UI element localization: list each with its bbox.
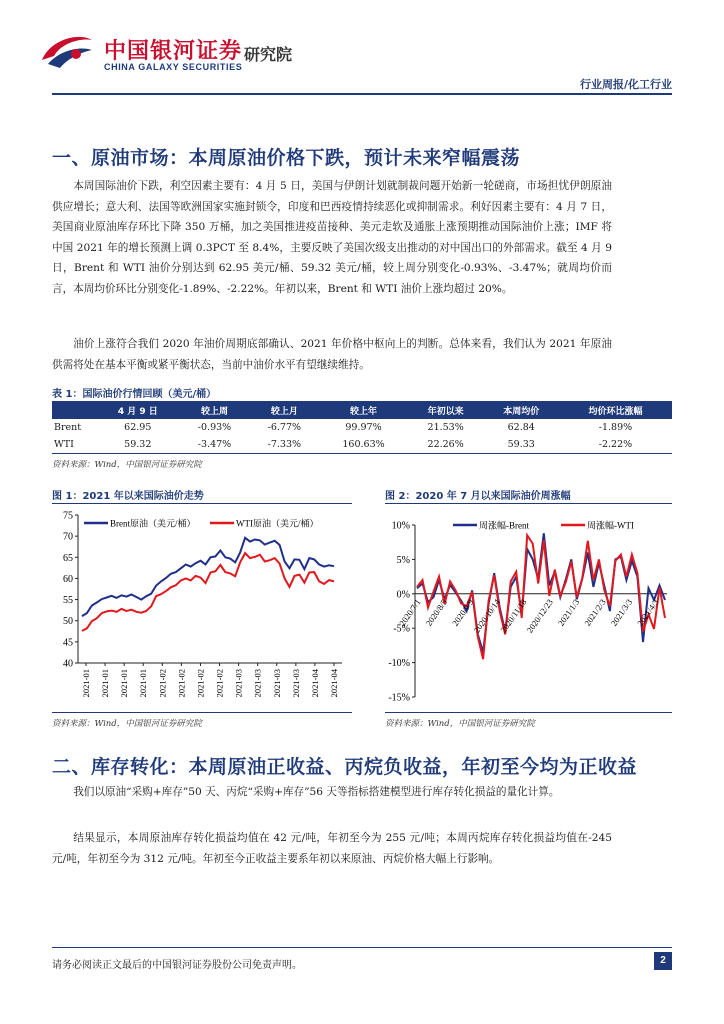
y-tick-label: -5% [393, 623, 410, 635]
table1-source: 资料来源：Wind，中国银河证券研究院 [52, 460, 202, 470]
x-tick-label: 2020/12/23 [524, 597, 555, 635]
x-tick-label: 2021/3/3 [608, 597, 635, 628]
x-tick-label: 2021-03 [233, 669, 244, 698]
table-header-cell: 均价环比涨幅 [559, 401, 672, 419]
x-tick-label: 2021-04 [309, 669, 320, 698]
figure1-bottom-rule [52, 712, 352, 713]
table-cell: -7.33% [249, 436, 319, 454]
x-tick-label: 2021-03 [271, 669, 282, 698]
table-cell: 160.63% [319, 436, 407, 454]
table-cell: -2.22% [559, 436, 672, 454]
brent-wti-price-chart [52, 505, 352, 710]
table-cell: 99.97% [345, 422, 382, 433]
table-row [52, 419, 672, 436]
table-header-cell: 较上月 [249, 401, 319, 419]
table-cell: -1.89% [598, 422, 633, 433]
table-header-cell [52, 401, 96, 419]
table-cell: 21.53% [427, 422, 464, 433]
figure1-top-rule [52, 503, 352, 504]
table-cell: 59.33 [484, 436, 559, 454]
y-tick-label: 65 [63, 552, 73, 564]
table-cell: -6.77% [267, 422, 302, 433]
page-number: 2 [654, 952, 672, 970]
header-divider [52, 93, 672, 95]
x-tick-label: 2021-01 [81, 669, 91, 698]
y-tick-label: 50 [63, 616, 73, 628]
legend-label: WTI原油（美元/桶） [236, 518, 319, 529]
table-header-cell: 较上年 [319, 401, 407, 419]
x-tick-label: 2021/4/3 [635, 597, 661, 628]
section2-paragraph-2: 结果显示，本周原油库存转化损益均值在 42 元/吨，年初至今为 255 元/吨；本周丙烷库存转化损益均值在-245 元/吨，年初至今为 312 元/吨。年初至今正收益主要系年初以来原油、丙烷价格大幅上行影响。 [52, 832, 612, 865]
x-tick-label: 2021-01 [119, 669, 130, 698]
legend-label: Brent原油（美元/桶） [110, 518, 196, 529]
series-line-brent [417, 533, 665, 652]
x-tick-label: 2021-02 [176, 669, 187, 698]
y-tick-label: 45 [63, 637, 73, 649]
x-tick-label: 2021-03 [290, 669, 301, 698]
y-tick-label: 60 [63, 573, 73, 585]
x-tick-label: 2020/8/5 [423, 597, 450, 628]
logo-text-en: CHINA GALAXY SECURITIES [104, 62, 243, 72]
figure1-source: 资料来源：Wind，中国银河证券研究院 [52, 719, 202, 729]
logo-text-cn: 中国银河证券 [104, 39, 243, 64]
institute-label: 研究院 [244, 45, 293, 64]
table-header-cell: 4 月 9 日 [96, 401, 180, 419]
figure2-source: 资料来源：Wind，中国银河证券研究院 [385, 719, 535, 729]
footer-disclaimer: 请务必阅读正文最后的中国银河证券股份公司免责声明。 [52, 960, 302, 971]
y-tick-label: 5% [396, 554, 410, 566]
x-tick-label: 2021-01 [100, 669, 111, 698]
y-tick-label: -15% [388, 692, 410, 704]
x-tick-label: 2021-04 [329, 669, 339, 698]
table1-title: 表 1：国际油价行情回顾（美元/桶） [52, 389, 217, 400]
x-tick-label: 2021-02 [195, 669, 206, 698]
y-tick-label: 70 [63, 531, 73, 543]
x-tick-label: 2020/7/1 [397, 597, 423, 628]
x-tick-label: 2021/2/3 [582, 597, 608, 628]
table-cell: WTI [52, 436, 96, 454]
figure2-bottom-rule [385, 712, 672, 713]
x-tick-label: 2020/10/14 [471, 597, 502, 635]
table-cell: 62.84 [507, 422, 535, 433]
table-header-cell: 本周均价 [484, 401, 559, 419]
table-cell: Brent [54, 422, 82, 433]
section1-paragraph-1: 本周国际油价下跌，利空因素主要有：4 月 5 日，美国与伊朗计划就制裁问题开始新一轮磋商，市场担忧伊朗原油供应增长；意大利、法国等欧洲国家实施封锁令，印度和巴西疫情持续恶化或抑制需求。利好因素主要有：4 月 7 日，美国商业原油库存环比下降 350 万桶，加之美国推进疫苗接种、美元走软及通胀上涨预期推动国际油价上涨；IMF 将中国 2021 年的增长预测上调 0.3PCT 至 8.4%，主要反映了美国次级支出推动的对中国出口的外部需求。截至 4 月 9 日，Brent 和 WTI 油价分别达到 62.95 美元/桶、59.32 美元/桶，较上周分别变化-0.93%、-3.47%；就周均价而言，本周均价环比分别变化-1.89%、-2.22%。年初以来，Brent 和 WTI 油价上涨均超过 20%。 [52, 180, 612, 295]
report-type: 行业周报/化工行业 [579, 78, 672, 91]
table-header-cell: 年初以来 [408, 401, 484, 419]
y-tick-label: 75 [63, 510, 73, 522]
oil-price-table [52, 401, 672, 454]
figure2-top-rule [385, 503, 672, 504]
y-tick-label: 40 [63, 658, 73, 670]
x-tick-label: 2021-03 [252, 669, 263, 698]
x-tick-label: 2021/1/3 [555, 597, 582, 628]
china-galaxy-logo-icon [38, 30, 96, 74]
section2-paragraph-1: 我们以原油“采购+库存”50 天、丙烷“采购+库存”56 天等指标搭建模型进行库存转化损益的量化计算。 [73, 786, 560, 798]
table-cell: 22.26% [408, 436, 484, 454]
figure1-title: 图 1：2021 年以来国际油价走势 [52, 491, 204, 502]
section1-paragraph-2: 油价上涨符合我们 2020 年油价周期底部确认、2021 年价格中枢向上的判断。总体来看，我们认为 2021 年原油供需将处在基本平衡或紧平衡状态，当前中油价水平有望继续维持。 [52, 338, 612, 371]
legend-label: 周涨幅-Brent [479, 520, 529, 531]
y-tick-label: 55 [63, 595, 73, 607]
x-tick-label: 2021-02 [214, 669, 225, 698]
y-tick-label: 10% [391, 520, 410, 532]
series-line-wti [82, 553, 334, 631]
table-cell: 62.95 [124, 422, 152, 433]
x-tick-label: 2021-02 [157, 669, 168, 698]
table-cell: -3.47% [180, 436, 250, 454]
y-tick-label: 0% [396, 589, 410, 601]
section1-heading: 一、原油市场：本周原油价格下跌，预计未来窄幅震荡 [52, 147, 521, 169]
x-tick-label: 2021-01 [138, 669, 149, 698]
table-header-cell: 较上周 [180, 401, 250, 419]
table-row [52, 436, 672, 454]
x-tick-label: 2020/9/9 [449, 597, 476, 628]
section2-heading: 二、库存转化：本周原油正收益、丙烷负收益，年初至今均为正收益 [52, 756, 638, 778]
table-header-row [52, 401, 672, 419]
x-tick-label: 2020/11/18 [498, 597, 529, 635]
y-tick-label: -10% [388, 658, 410, 670]
table-cell: 59.32 [96, 436, 180, 454]
weekly-change-chart [385, 505, 672, 710]
figure2-title: 图 2：2020 年 7 月以来国际油价周涨幅 [385, 491, 571, 502]
footer-divider [52, 947, 672, 948]
legend-label: 周涨幅-WTI [587, 520, 634, 531]
table-cell: -0.93% [197, 422, 232, 433]
